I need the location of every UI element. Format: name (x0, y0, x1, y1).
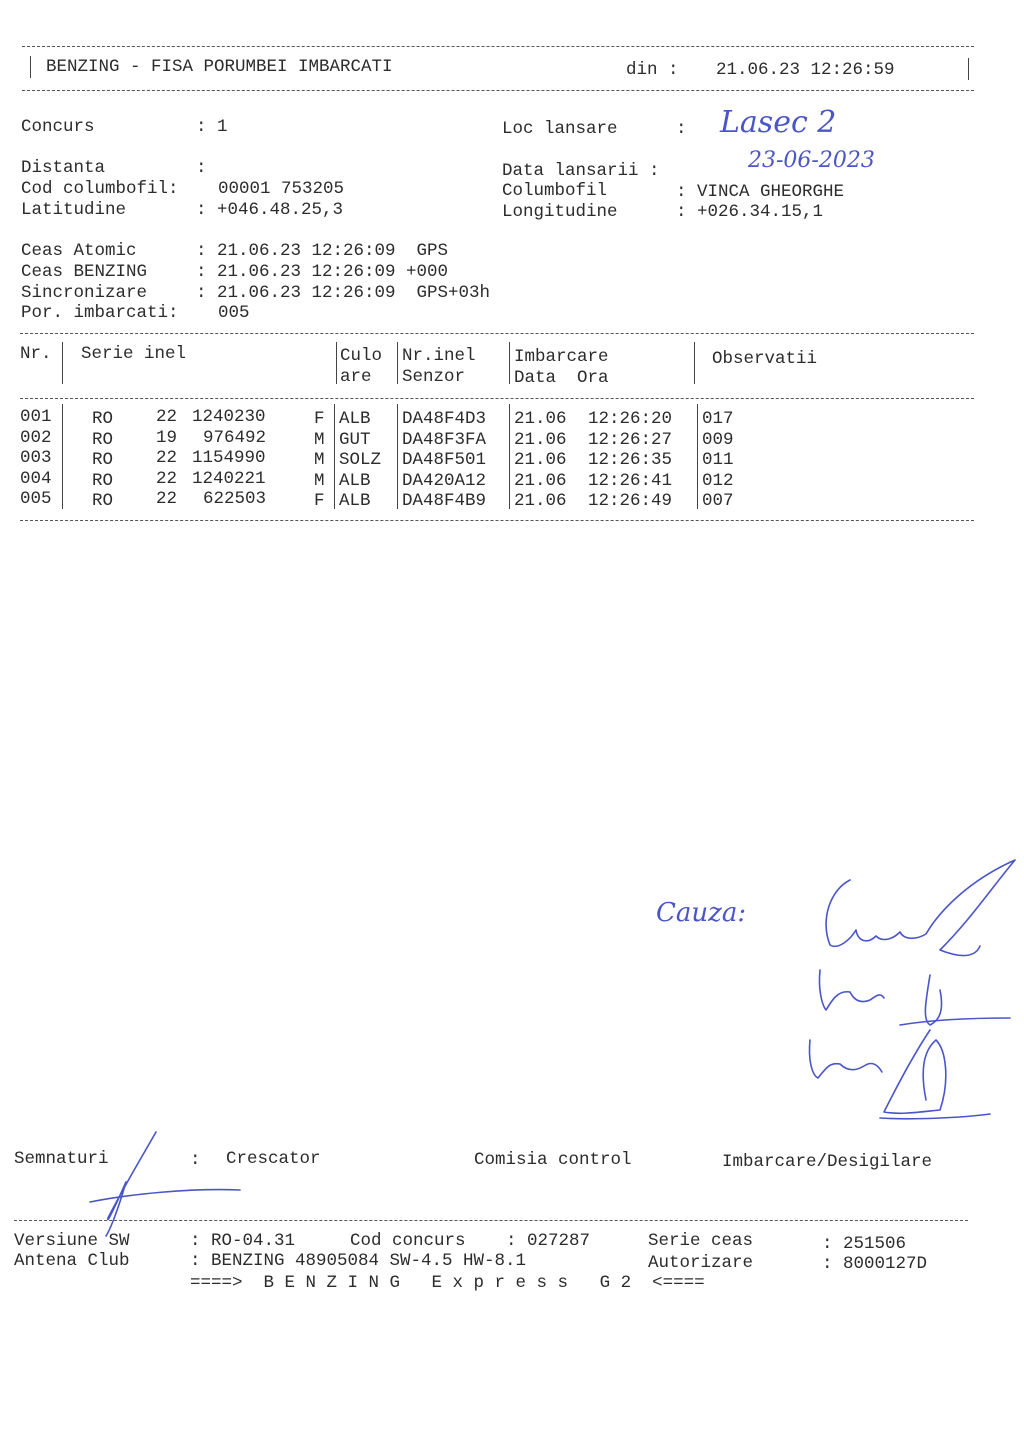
header-nr-inel: Nr.inel (402, 346, 476, 366)
printed-at-label: din : (626, 60, 679, 80)
cell-culoare: ALB (339, 409, 371, 429)
handwritten-loc-lansare: Lasec 2 (720, 105, 837, 140)
data-lansarii-label: Data lansarii : (502, 161, 660, 181)
cell-an: 22 (156, 469, 178, 489)
header-senzor: Senzor (402, 367, 466, 387)
longitudine-value: : +026.34.15,1 (676, 202, 824, 222)
cell-sex: M (314, 430, 325, 450)
cell-an: 19 (156, 428, 178, 448)
cell-an: 22 (156, 448, 178, 468)
cell-data: 21.06 (514, 430, 567, 450)
row-divider-sex (334, 404, 335, 509)
longitudine-label: Longitudine (502, 202, 618, 222)
cell-sex: F (314, 409, 325, 429)
handwritten-note: Cauza: (656, 898, 747, 928)
columbofil-value: : VINCA GHEORGHE (676, 182, 845, 202)
cell-culoare: ALB (339, 471, 371, 491)
cell-data: 21.06 (514, 409, 567, 429)
cell-tara: RO (92, 491, 114, 511)
row-divider-culoare (397, 404, 398, 509)
antena-club-label: Antena Club (14, 1251, 130, 1271)
col-divider-culoare (397, 342, 398, 384)
cell-tara: RO (92, 450, 114, 470)
commission-signatures (640, 850, 1020, 1130)
cell-data: 21.06 (514, 450, 567, 470)
cell-senzor: DA48F501 (402, 450, 487, 470)
header-nr: Nr. (20, 344, 52, 364)
header-imbarcare: Imbarcare (514, 347, 609, 367)
ceas-benzing-value: : 21.06.23 12:26:09 +000 (196, 262, 449, 282)
cell-an: 22 (156, 407, 178, 427)
cell-sex: F (314, 491, 325, 511)
loc-lansare-colon: : (676, 119, 687, 139)
cell-nr: 005 (20, 489, 52, 509)
cell-nr: 004 (20, 469, 52, 489)
cell-obs: 017 (702, 409, 734, 429)
autorizare-value: : 8000127D (822, 1254, 928, 1274)
cell-nr: 002 (20, 428, 52, 448)
cell-obs: 011 (702, 450, 734, 470)
latitudine-label: Latitudine (21, 200, 127, 220)
concurs-value: : 1 (196, 117, 228, 137)
cell-inel: 1154990 (192, 448, 266, 468)
cell-data: 21.06 (514, 491, 567, 511)
comisia-control-label: Comisia control (474, 1150, 632, 1170)
sincronizare-label: Sincronizare (21, 283, 148, 303)
row-divider-senzor (509, 404, 510, 509)
table-top-rule (20, 333, 974, 334)
latitudine-value: : +046.48.25,3 (196, 200, 344, 220)
autorizare-label: Autorizare (648, 1253, 754, 1273)
handwritten-data-lansarii: 23-06-2023 (748, 148, 875, 173)
header-top-rule (22, 46, 974, 47)
crescator-signature (70, 1130, 270, 1240)
cell-nr: 001 (20, 407, 52, 427)
col-divider-senzor (509, 342, 510, 384)
table-header-rule (20, 398, 974, 399)
cell-senzor: DA420A12 (402, 471, 487, 491)
cell-ora: 12:26:49 (588, 491, 673, 511)
header-observatii: Observatii (712, 349, 818, 369)
cell-culoare: SOLZ (339, 450, 382, 470)
header-serie-inel: Serie inel (81, 344, 187, 364)
benzing-banner: ====> B E N Z I N G E x p r e s s G 2 <==== (190, 1273, 705, 1293)
header-culoare-1: Culo (340, 346, 383, 366)
printed-at-value: 21.06.23 12:26:59 (716, 60, 895, 80)
cod-concurs-value: : 027287 (506, 1231, 591, 1251)
cell-sex: M (314, 450, 325, 470)
col-divider-imbarcare (694, 342, 695, 384)
cell-sex: M (314, 471, 325, 491)
cod-concurs-label: Cod concurs (350, 1231, 466, 1251)
serie-ceas-label: Serie ceas (648, 1231, 754, 1251)
versiune-sw-value: : RO-04.31 (190, 1231, 296, 1251)
cell-obs: 012 (702, 471, 734, 491)
cell-data: 21.06 (514, 471, 567, 491)
distanta-label: Distanta (21, 158, 106, 178)
cell-nr: 003 (20, 448, 52, 468)
cell-tara: RO (92, 430, 114, 450)
cell-inel: 1240230 (192, 407, 266, 427)
cell-inel: 1240221 (192, 469, 266, 489)
footer-rule (14, 1220, 968, 1221)
cell-senzor: DA48F3FA (402, 430, 487, 450)
cell-ora: 12:26:41 (588, 471, 673, 491)
loc-lansare-label: Loc lansare (502, 119, 618, 139)
porumbei-imbarcati-value: 005 (218, 303, 250, 323)
ceas-benzing-label: Ceas BENZING (21, 262, 148, 282)
header-right-bar (968, 58, 969, 80)
cell-senzor: DA48F4D3 (402, 409, 487, 429)
porumbei-imbarcati-label: Por. imbarcati: (21, 303, 179, 323)
col-divider-serie (336, 342, 337, 384)
cell-obs: 009 (702, 430, 734, 450)
cell-inel: 622503 (203, 489, 267, 509)
serie-ceas-value: : 251506 (822, 1234, 907, 1254)
cell-ora: 12:26:20 (588, 409, 673, 429)
document-title: BENZING - FISA PORUMBEI IMBARCATI (46, 57, 393, 77)
cell-inel: 976492 (203, 428, 267, 448)
distanta-value: : (196, 158, 207, 178)
crescator-label: Crescator (226, 1149, 321, 1169)
row-divider-nr (62, 404, 63, 509)
cod-columbofil-label: Cod columbofil: (21, 179, 179, 199)
concurs-label: Concurs (21, 117, 95, 137)
columbofil-label: Columbofil (502, 181, 608, 201)
ceas-atomic-label: Ceas Atomic (21, 241, 137, 261)
header-data-ora: Data Ora (514, 368, 609, 388)
row-divider-imbarcare (697, 404, 698, 509)
semnaturi-colon: : (190, 1150, 201, 1170)
cell-tara: RO (92, 409, 114, 429)
cell-obs: 007 (702, 491, 734, 511)
ceas-atomic-value: : 21.06.23 12:26:09 GPS (196, 241, 449, 261)
header-bottom-rule (22, 90, 974, 91)
col-divider-nr (62, 342, 63, 384)
cell-culoare: ALB (339, 491, 371, 511)
header-left-bar (30, 56, 31, 78)
cell-ora: 12:26:27 (588, 430, 673, 450)
cell-culoare: GUT (339, 430, 371, 450)
cod-columbofil-value: 00001 753205 (218, 179, 345, 199)
cell-an: 22 (156, 489, 178, 509)
versiune-sw-label: Versiune SW (14, 1231, 130, 1251)
cell-tara: RO (92, 471, 114, 491)
table-bottom-rule (20, 520, 974, 521)
cell-ora: 12:26:35 (588, 450, 673, 470)
sincronizare-value: : 21.06.23 12:26:09 GPS+03h (196, 283, 491, 303)
header-culoare-2: are (340, 367, 372, 387)
semnaturi-label: Semnaturi (14, 1149, 109, 1169)
antena-club-value: : BENZING 48905084 SW-4.5 HW-8.1 (190, 1251, 527, 1271)
imbarcare-desigilare-label: Imbarcare/Desigilare (722, 1152, 933, 1172)
cell-senzor: DA48F4B9 (402, 491, 487, 511)
